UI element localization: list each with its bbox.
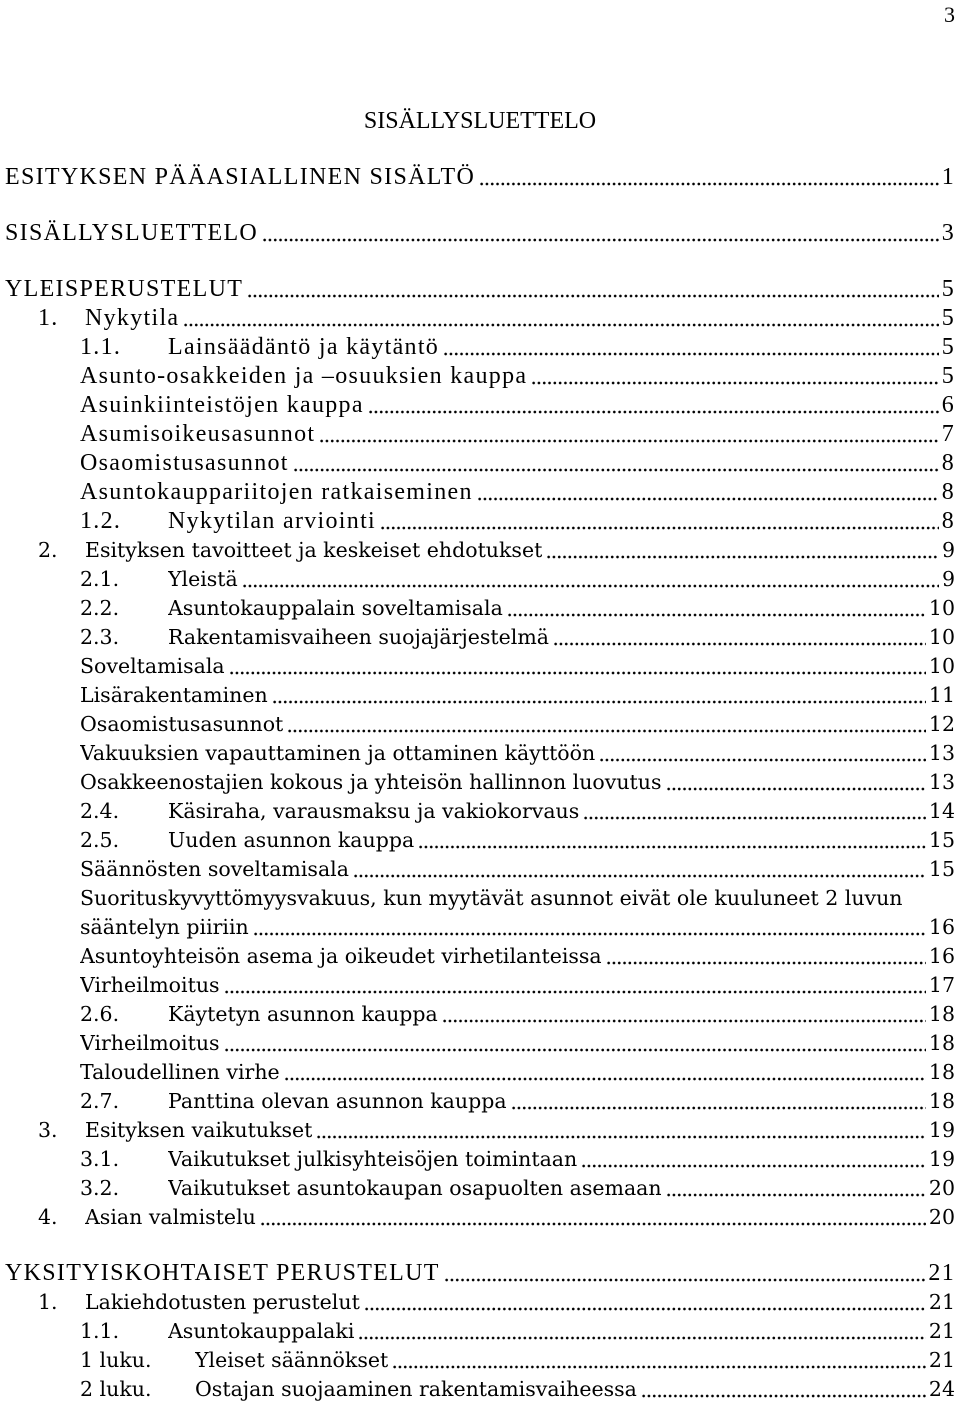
dot-leader [224, 1029, 926, 1058]
toc-entry [0, 362, 960, 391]
dot-leader [666, 1174, 926, 1203]
dot-leader [511, 1087, 926, 1116]
toc-entry-page: 15 [928, 857, 955, 881]
dot-leader [272, 681, 926, 710]
toc-entry-number: 1 luku. [80, 1348, 152, 1372]
toc-entry-page: 1 [941, 164, 955, 190]
toc-entry-page: 20 [928, 1205, 955, 1229]
toc-entry-page: 11 [928, 683, 955, 707]
toc-entry [0, 507, 960, 536]
toc-entry-title: Osaomistusasunnot [80, 712, 284, 736]
toc-entry [0, 1288, 960, 1317]
dot-leader [392, 1346, 926, 1375]
toc-entry [0, 478, 960, 507]
toc-entry-title: Lakiehdotusten perustelut [85, 1290, 360, 1314]
toc-entry-page: 13 [928, 770, 955, 794]
toc-entry-title: Käytetyn asunnon kauppa [168, 1002, 438, 1026]
toc-entry [0, 536, 960, 565]
toc-entry-page: 3 [941, 220, 955, 246]
toc-entry [0, 623, 960, 652]
toc-entry [0, 855, 960, 884]
dot-leader [284, 1058, 926, 1087]
toc-entry [0, 652, 960, 681]
toc-entry-number: 3.2. [80, 1176, 120, 1200]
toc-entry-page: 10 [928, 625, 955, 649]
toc-entry-number: 4. [38, 1205, 58, 1229]
toc-entry [0, 768, 960, 797]
toc-entry-page: 5 [941, 363, 955, 389]
toc-entry-page: 21 [928, 1319, 955, 1343]
dot-leader [442, 1000, 926, 1029]
toc-entry-number: 3.1. [80, 1147, 120, 1171]
page-number: 3 [944, 2, 955, 27]
toc-entry-title: Lainsäädäntö ja käytäntö [168, 334, 440, 360]
toc-entry [0, 797, 960, 826]
toc-entry-page: 8 [941, 450, 955, 476]
toc-entry [0, 739, 960, 768]
toc-entry [0, 1259, 960, 1288]
toc-entry-title: Käsiraha, varausmaksu ja vakiokorvaus [168, 799, 580, 823]
toc-entry-page: 6 [941, 392, 955, 418]
toc-entry-number: 1.1. [80, 334, 122, 360]
toc-entry-number: 1.2. [80, 508, 122, 534]
dot-leader [380, 507, 939, 536]
toc-entry-page: 10 [928, 654, 955, 678]
toc-entry-page: 16 [928, 915, 955, 939]
toc-entry-title: Vaikutukset asuntokaupan osapuolten asemaan [168, 1176, 662, 1200]
toc-entry [0, 219, 960, 248]
toc-entry-page: 19 [928, 1147, 955, 1171]
toc-entry-number: 3. [38, 1118, 58, 1142]
toc-entry-title: Panttina olevan asunnon kauppa [168, 1089, 507, 1113]
toc-entry-title: Rakentamisvaiheen suojajärjestelmä [168, 625, 550, 649]
toc-entry-number: 1.1. [80, 1319, 120, 1343]
dot-leader [444, 1259, 926, 1288]
toc-entry-number: 2.1. [80, 567, 120, 591]
toc-entry-title: Osakkeenostajien kokous ja yhteisön hallinnon luovutus [80, 770, 662, 794]
toc-entry-title: Virheilmoitus [80, 973, 220, 997]
dot-leader [606, 942, 926, 971]
toc-entry-number: 1. [38, 305, 59, 331]
dot-leader [316, 1116, 926, 1145]
toc-entry-title: Asian valmistelu [85, 1205, 256, 1229]
toc-entry [0, 884, 960, 913]
dot-leader [553, 623, 926, 652]
toc-entry [0, 1116, 960, 1145]
toc-entry-title-continued: sääntelyn piiriin [80, 915, 249, 939]
toc-entry-title: SISÄLLYSLUETTELO [5, 220, 259, 246]
dot-leader [666, 768, 926, 797]
toc-entry-page: 19 [928, 1118, 955, 1142]
toc-entry [0, 1000, 960, 1029]
toc-entry-number: 2 luku. [80, 1377, 152, 1401]
toc-entry [0, 942, 960, 971]
toc-entry-title: YLEISPERUSTELUT [5, 276, 244, 302]
toc-entry-number: 2. [38, 538, 58, 562]
dot-leader [477, 478, 939, 507]
dot-leader [418, 826, 926, 855]
toc-entry-title: Yleistä [168, 567, 238, 591]
toc-list [0, 136, 960, 1404]
toc-entry-page: 8 [941, 479, 955, 505]
toc-entry [0, 1317, 960, 1346]
toc-entry [0, 304, 960, 333]
dot-leader [507, 594, 926, 623]
toc-entry-title: Ostajan suojaaminen rakentamisvaiheessa [195, 1377, 637, 1401]
dot-leader [247, 275, 939, 304]
toc-entry-page: 5 [941, 334, 955, 360]
toc-entry-page: 10 [928, 596, 955, 620]
toc-entry [0, 710, 960, 739]
dot-leader [358, 1317, 926, 1346]
toc-entry-title: Vaikutukset julkisyhteisöjen toimintaan [168, 1147, 578, 1171]
toc-entry-page: 5 [941, 276, 955, 302]
toc-entry [0, 275, 960, 304]
toc-entry-title: Asuntokauppalaki [168, 1319, 355, 1343]
dot-leader [260, 1203, 926, 1232]
dot-leader [242, 565, 939, 594]
toc-entry [0, 1029, 960, 1058]
toc-entry-page: 18 [928, 1089, 955, 1113]
toc-entry-page: 5 [941, 305, 955, 331]
page-title: SISÄLLYSLUETTELO [363, 108, 597, 134]
toc-entry-page: 21 [928, 1290, 955, 1314]
dot-leader [581, 1145, 926, 1174]
toc-entry-page: 15 [928, 828, 955, 852]
dot-leader [319, 420, 938, 449]
toc-entry-title: Asuntoyhteisön asema ja oikeudet virhetilanteissa [80, 944, 602, 968]
dot-leader [253, 913, 926, 942]
toc-entry-page: 21 [928, 1348, 955, 1372]
toc-entry-title: Lisärakentaminen [80, 683, 268, 707]
toc-entry-page: 21 [928, 1260, 955, 1286]
toc-entry-page: 18 [928, 1060, 955, 1084]
toc-entry-title: Esityksen tavoitteet ja keskeiset ehdotukset [85, 538, 543, 562]
dot-leader [364, 1288, 926, 1317]
toc-entry-title: Osaomistusasunnot [80, 450, 289, 476]
toc-entry [0, 1145, 960, 1174]
toc-entry-title: Virheilmoitus [80, 1031, 220, 1055]
toc-entry [0, 1174, 960, 1203]
toc-entry-page: 17 [928, 973, 955, 997]
dot-leader [262, 219, 939, 248]
toc-entry-page: 24 [928, 1377, 955, 1401]
toc-entry-title: Säännösten soveltamisala [80, 857, 349, 881]
toc-entry-title: Uuden asunnon kauppa [168, 828, 415, 852]
dot-leader [229, 652, 926, 681]
dot-leader [641, 1375, 926, 1404]
toc-entry [0, 1375, 960, 1404]
toc-entry [0, 971, 960, 1000]
toc-entry-page: 8 [941, 508, 955, 534]
dot-leader [599, 739, 926, 768]
toc-entry-page: 7 [941, 421, 955, 447]
toc-entry-page: 14 [928, 799, 955, 823]
toc-entry-title: Asuntokauppariitojen ratkaiseminen [80, 479, 473, 505]
toc-entry [0, 565, 960, 594]
toc-entry [0, 826, 960, 855]
toc-entry [0, 1058, 960, 1087]
toc-entry-page: 9 [941, 538, 955, 562]
toc-entry-title: Asuinkiinteistöjen kauppa [80, 392, 364, 418]
toc-entry-title: Suorituskyvyttömyysvakuus, kun myytävät asunnot eivät ole kuuluneet 2 luvun [80, 886, 903, 910]
toc-entry-number: 2.6. [80, 1002, 120, 1026]
dot-leader [583, 797, 926, 826]
toc-entry-title: Asumisoikeusasunnot [80, 421, 316, 447]
toc-entry-continued [0, 913, 960, 942]
toc-entry [0, 594, 960, 623]
toc-entry-title: Taloudellinen virhe [80, 1060, 280, 1084]
toc-entry-title: Asunto-osakkeiden ja –osuuksien kauppa [80, 363, 528, 389]
toc-entry-number: 2.7. [80, 1089, 120, 1113]
toc-entry [0, 1087, 960, 1116]
toc-entry-page: 18 [928, 1031, 955, 1055]
dot-leader [287, 710, 926, 739]
toc-entry [0, 420, 960, 449]
toc-entry-title: Soveltamisala [80, 654, 225, 678]
toc-entry-number: 2.3. [80, 625, 120, 649]
toc-entry-number: 1. [38, 1290, 58, 1314]
toc-entry [0, 333, 960, 362]
toc-entry-title: Yleiset säännökset [195, 1348, 389, 1372]
toc-entry-title: Nykytila [85, 305, 180, 331]
dot-leader [183, 304, 938, 333]
dot-leader [224, 971, 926, 1000]
toc-entry-page: 16 [928, 944, 955, 968]
toc-entry [0, 391, 960, 420]
dot-leader [479, 163, 939, 192]
toc-entry-page: 18 [928, 1002, 955, 1026]
toc-entry-title: Nykytilan arviointi [168, 508, 377, 534]
toc-entry [0, 1346, 960, 1375]
dot-leader [368, 391, 939, 420]
toc-entry [0, 681, 960, 710]
toc-entry-page: 13 [928, 741, 955, 765]
toc-entry-title: Vakuuksien vapauttaminen ja ottaminen käyttöön [80, 741, 596, 765]
toc-entry [0, 1203, 960, 1232]
toc-entry-title: YKSITYISKOHTAISET PERUSTELUT [5, 1260, 440, 1286]
toc-entry [0, 449, 960, 478]
dot-leader [443, 333, 939, 362]
toc-entry-title: ESITYKSEN PÄÄASIALLINEN SISÄLTÖ [5, 164, 476, 190]
dot-leader [293, 449, 939, 478]
dot-leader [546, 536, 939, 565]
dot-leader [531, 362, 938, 391]
toc-entry [0, 163, 960, 192]
toc-entry-page: 9 [941, 567, 955, 591]
toc-entry-page: 20 [928, 1176, 955, 1200]
toc-entry-title: Esityksen vaikutukset [85, 1118, 313, 1142]
toc-entry-number: 2.5. [80, 828, 120, 852]
toc-entry-number: 2.2. [80, 596, 120, 620]
toc-entry-number: 2.4. [80, 799, 120, 823]
toc-entry-title: Asuntokauppalain soveltamisala [168, 596, 503, 620]
dot-leader [353, 855, 926, 884]
toc-entry-page: 12 [928, 712, 955, 736]
